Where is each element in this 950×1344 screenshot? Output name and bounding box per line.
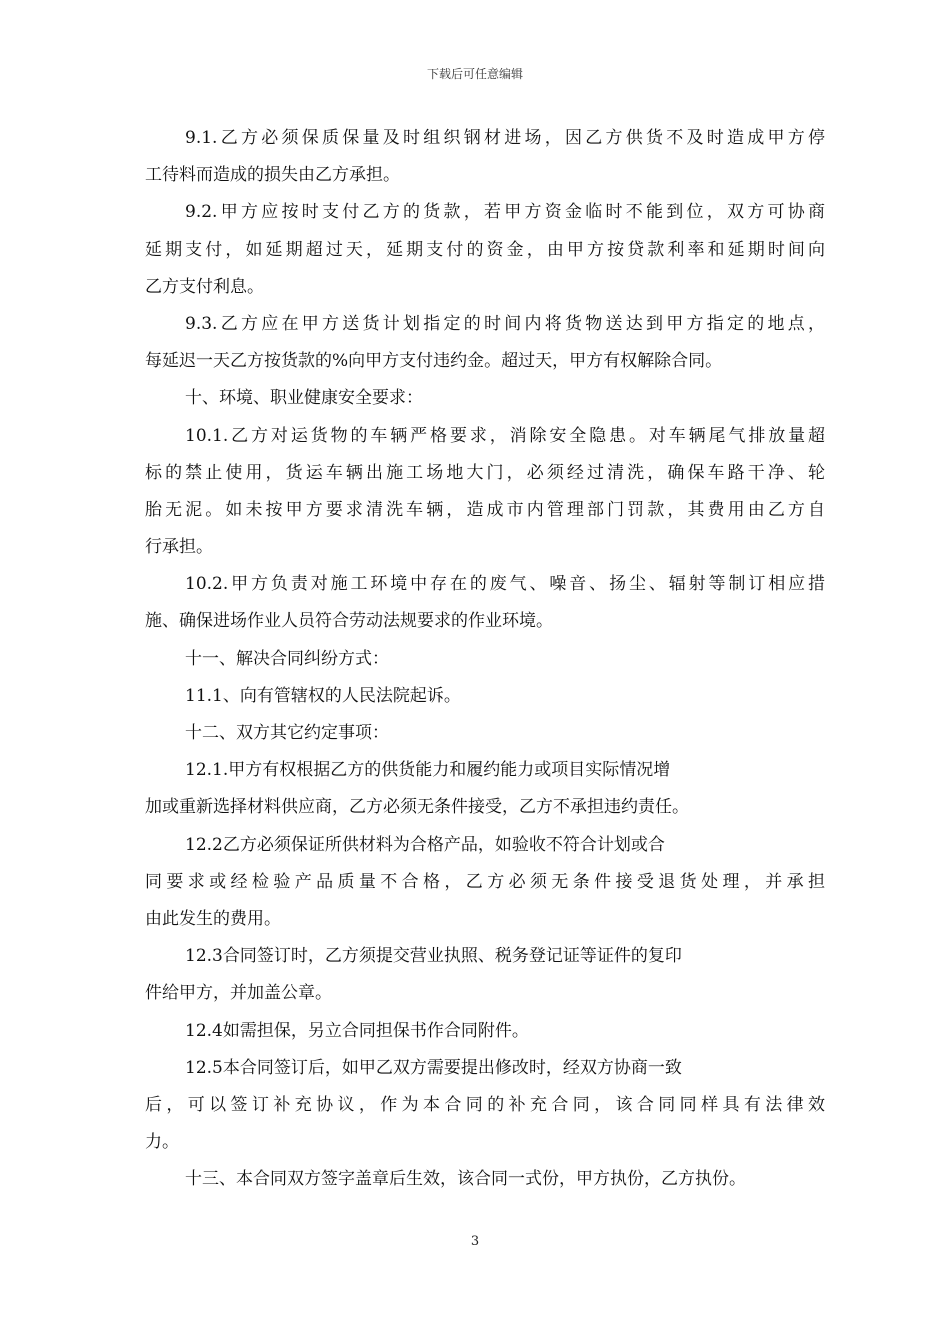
page-header: 下载后可任意编辑 — [426, 67, 523, 81]
text-line: 乙方支付利息。 — [145, 276, 264, 297]
text-line: 12.3合同签订时，乙方须提交营业执照、税务登记证等证件的复印 — [185, 946, 682, 967]
text-line: 力。 — [145, 1132, 179, 1153]
text-line: 12.5本合同签订后，如甲乙双方需要提出修改时，经双方协商一致 — [185, 1057, 682, 1078]
text-line: 9.1.乙方必须保质保量及时组织钢材进场，因乙方供货不及时造成甲方停 — [185, 128, 825, 148]
text-line: 11.1、向有管辖权的人民法院起诉。 — [185, 685, 461, 706]
text-line: 件给甲方，并加盖公章。 — [145, 983, 332, 1004]
text-line: 每延迟一天乙方按货款的%向甲方支付违约金。超过天，甲方有权解除合同。 — [145, 351, 723, 372]
text-line: 由此发生的费用。 — [145, 908, 281, 929]
text-line: 后，可以签订补充协议，作为本合同的补充合同，该合同同样具有法律效 — [145, 1094, 825, 1115]
text-line: 标的禁止使用，货运车辆出施工场地大门，必须经过清洗，确保车路干净、轮 — [145, 462, 825, 483]
text-line: 10.2.甲方负责对施工环境中存在的废气、噪音、扬尘、辐射等制订相应措 — [185, 574, 825, 595]
text-line: 胎无泥。如未按甲方要求清洗车辆，造成市内管理部门罚款，其费用由乙方自 — [145, 499, 825, 520]
text-line: 10.1.乙方对运货物的车辆严格要求，消除安全隐患。对车辆尾气排放量超 — [185, 425, 825, 446]
section-heading: 十三、本合同双方签字盖章后生效，该合同一式份，甲方执份，乙方执份。 — [185, 1169, 746, 1190]
text-line: 12.2乙方必须保证所供材料为合格产品，如验收不符合计划或合 — [185, 834, 665, 855]
page-number: 3 — [470, 1234, 480, 1249]
section-heading: 十二、双方其它约定事项： — [185, 723, 389, 743]
section-heading: 十、环境、职业健康安全要求： — [185, 388, 423, 409]
text-line: 12.4如需担保，另立合同担保书作合同附件。 — [185, 1020, 529, 1041]
text-line: 行承担。 — [145, 537, 213, 558]
text-line: 施、确保进场作业人员符合劳动法规要求的作业环境。 — [145, 611, 553, 632]
text-line: 9.2.甲方应按时支付乙方的货款，若甲方资金临时不能到位，双方可协商 — [185, 202, 825, 223]
text-line: 同要求或经检验产品质量不合格，乙方必须无条件接受退货处理，并承担 — [145, 871, 825, 892]
text-line: 12.1.甲方有权根据乙方的供货能力和履约能力或项目实际情况增 — [185, 760, 671, 781]
text-line: 工待料而造成的损失由乙方承担。 — [145, 165, 400, 186]
text-line: 9.3.乙方应在甲方送货计划指定的时间内将货物送达到甲方指定的地点， — [185, 313, 825, 334]
text-line: 延期支付，如延期超过天，延期支付的资金，由甲方按贷款利率和延期时间向 — [145, 239, 825, 260]
document-body — [145, 120, 825, 1198]
section-heading: 十一、解决合同纠纷方式： — [185, 648, 389, 669]
text-line: 加或重新选择材料供应商，乙方必须无条件接受，乙方不承担违约责任。 — [145, 797, 689, 818]
